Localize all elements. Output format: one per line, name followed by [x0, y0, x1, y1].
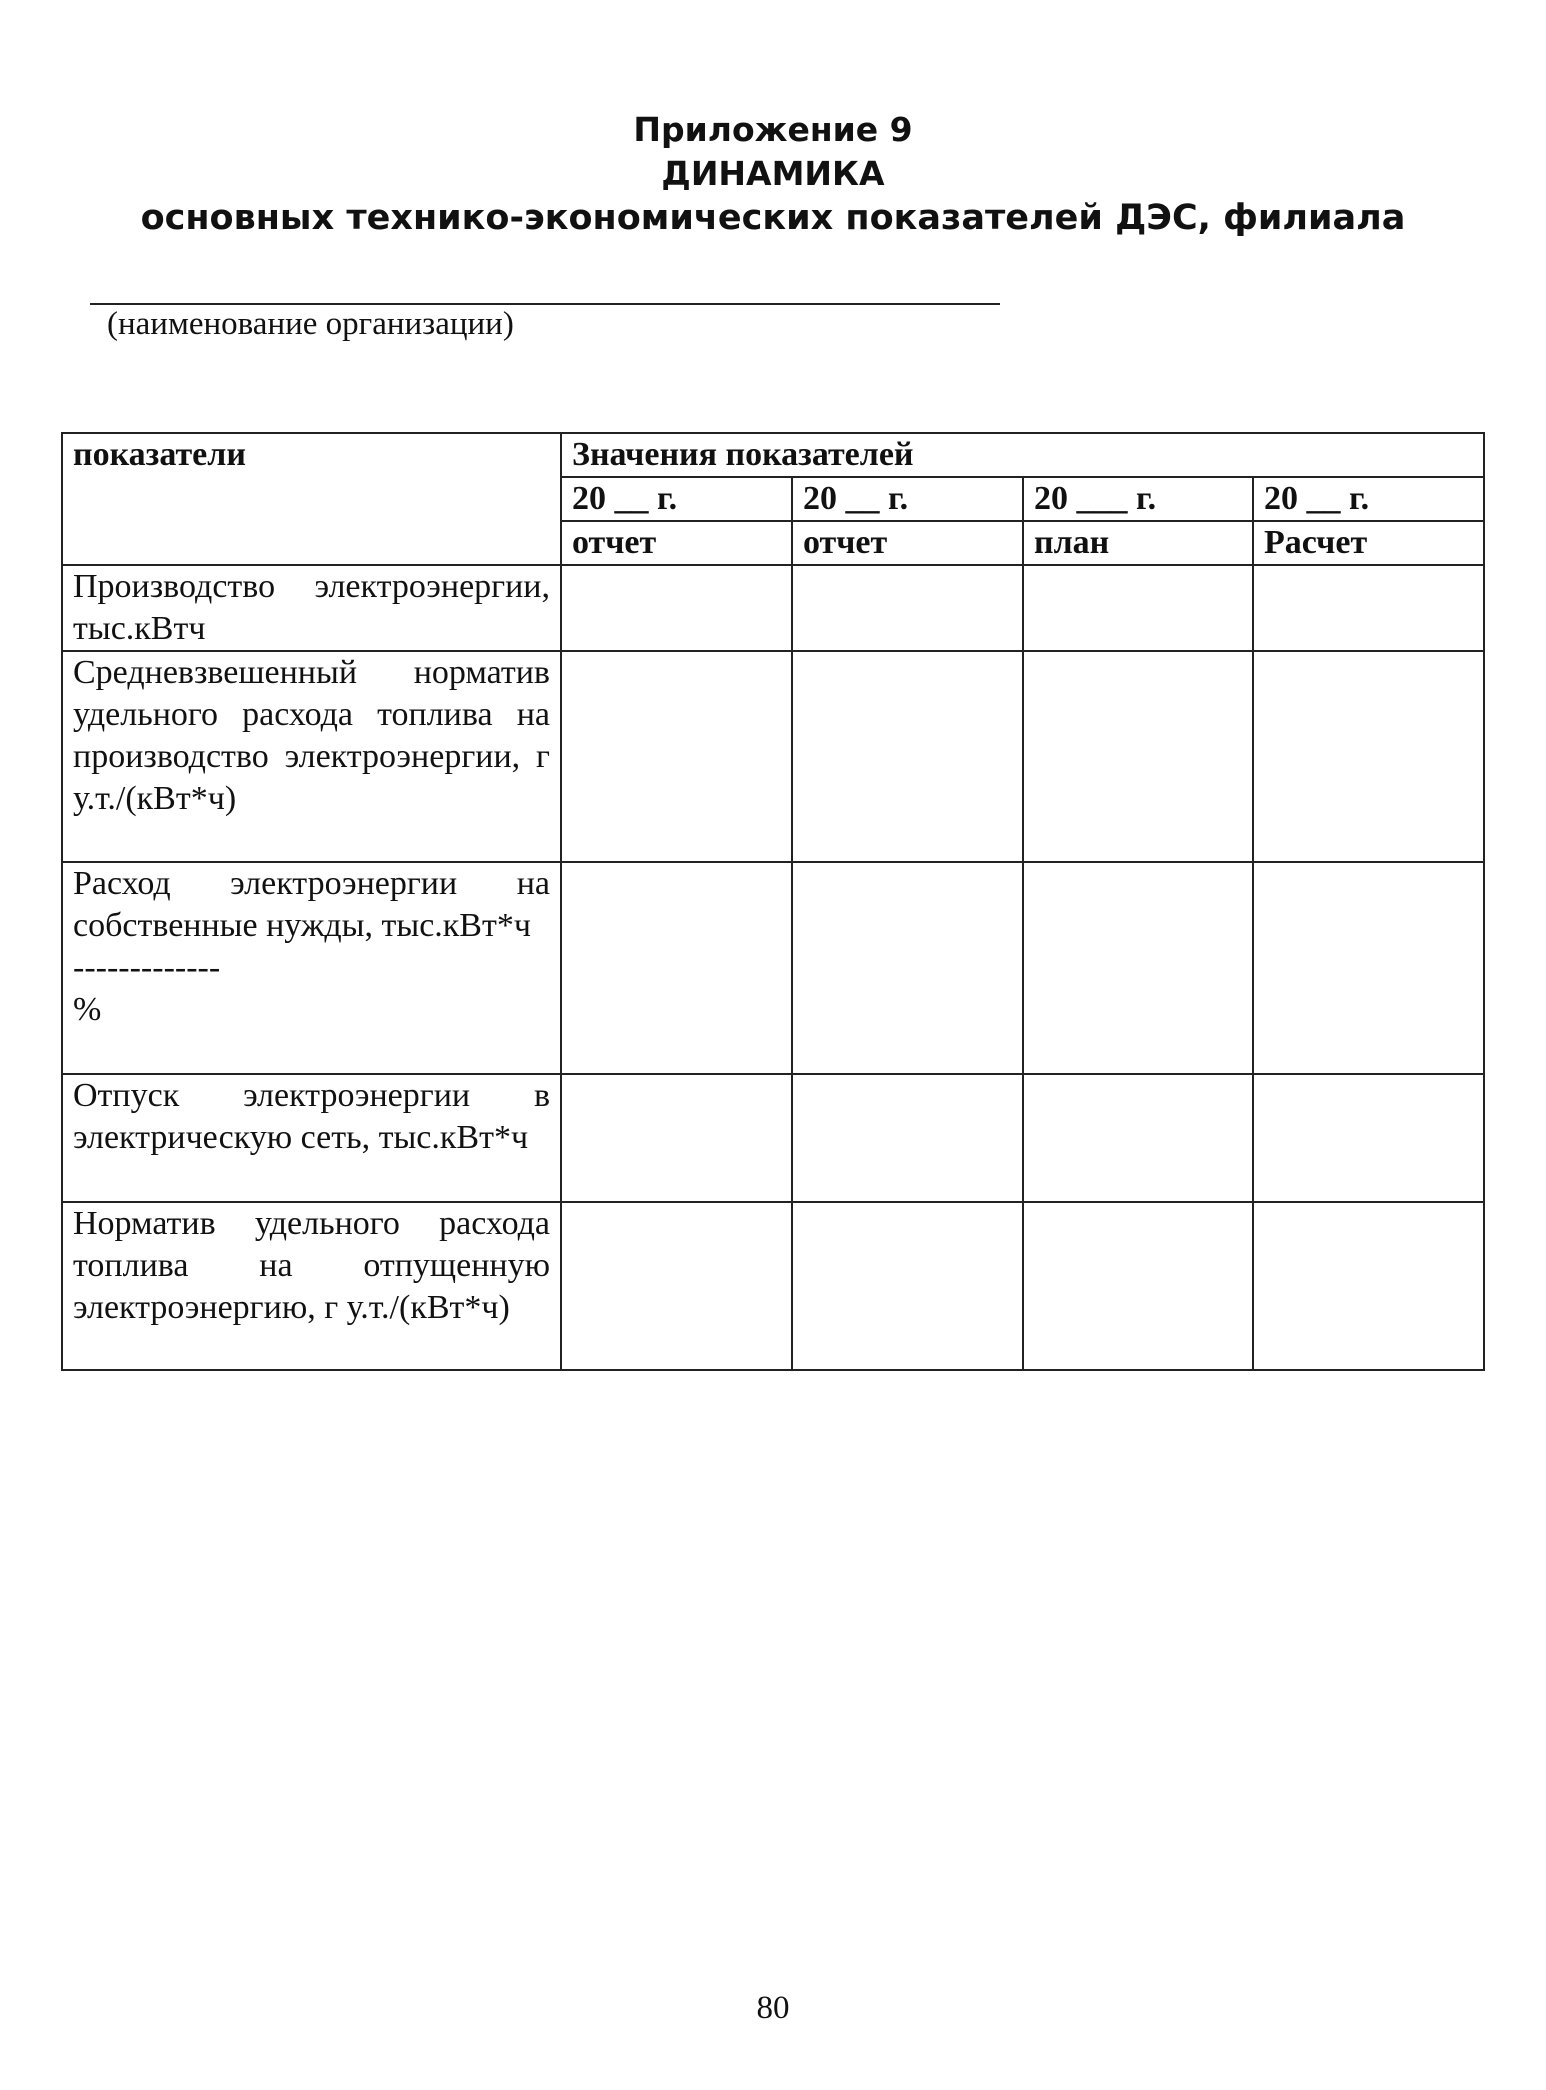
table-row [62, 862, 1484, 1074]
document-subtitle: основных технико-экономических показателей ДЭС, филиала [140, 198, 1406, 238]
value-cell [1023, 862, 1253, 1074]
header-year-1: 20 __ г. [561, 477, 792, 521]
indicators-table [61, 432, 1485, 1371]
value-cell [1023, 651, 1253, 862]
indicator-own-needs [62, 862, 561, 1074]
table-row [62, 1202, 1484, 1370]
header-kind-4: Расчет [1253, 521, 1484, 565]
organization-name-line [90, 303, 1000, 305]
own-needs-label: Расход электроэнергии на собственные нужды, тыс.кВт*ч [73, 865, 550, 944]
value-cell [561, 1074, 792, 1202]
value-cell [792, 1074, 1023, 1202]
header-year-3: 20 ___ г. [1023, 477, 1253, 521]
table-row [62, 565, 1484, 651]
indicator-supplied-fuel-norm: Норматив удельного расхода топлива на отпущенную электроэнергию, г у.т./(кВт*ч) [62, 1202, 561, 1370]
value-cell [561, 1202, 792, 1370]
value-cell [792, 862, 1023, 1074]
value-cell [1253, 651, 1484, 862]
value-cell [1253, 862, 1484, 1074]
page-number: 80 [756, 1990, 790, 2026]
value-cell [1023, 565, 1253, 651]
header-indicators: показатели [62, 433, 561, 565]
header-values: Значения показателей [561, 433, 1484, 477]
appendix-number: Приложение 9 [633, 110, 913, 149]
header-kind-2: отчет [792, 521, 1023, 565]
header-year-2: 20 __ г. [792, 477, 1023, 521]
document-title: ДИНАМИКА [661, 154, 885, 193]
value-cell [1023, 1202, 1253, 1370]
document-heading [0, 108, 1546, 240]
organization-caption: (наименование организации) [107, 306, 514, 342]
value-cell [561, 651, 792, 862]
indicator-weighted-fuel-norm: Средневзвешенный норматив удельного расхода топлива на производство электроэнергии, г у.т./(кВт*ч) [62, 651, 561, 862]
value-cell [792, 651, 1023, 862]
value-cell [561, 565, 792, 651]
indicator-electricity-production: Производство электроэнергии, тыс.кВтч [62, 565, 561, 651]
header-kind-1: отчет [561, 521, 792, 565]
header-kind-3: план [1023, 521, 1253, 565]
value-cell [1253, 565, 1484, 651]
value-cell [1023, 1074, 1253, 1202]
value-cell [1253, 1202, 1484, 1370]
own-needs-divider: ------------- [73, 949, 221, 986]
value-cell [561, 862, 792, 1074]
value-cell [1253, 1074, 1484, 1202]
indicator-grid-supply: Отпуск электроэнергии в электрическую сеть, тыс.кВт*ч [62, 1074, 561, 1202]
own-needs-percent: % [73, 991, 102, 1028]
table-row [62, 651, 1484, 862]
value-cell [792, 1202, 1023, 1370]
table-row [62, 1074, 1484, 1202]
header-year-4: 20 __ г. [1253, 477, 1484, 521]
value-cell [792, 565, 1023, 651]
